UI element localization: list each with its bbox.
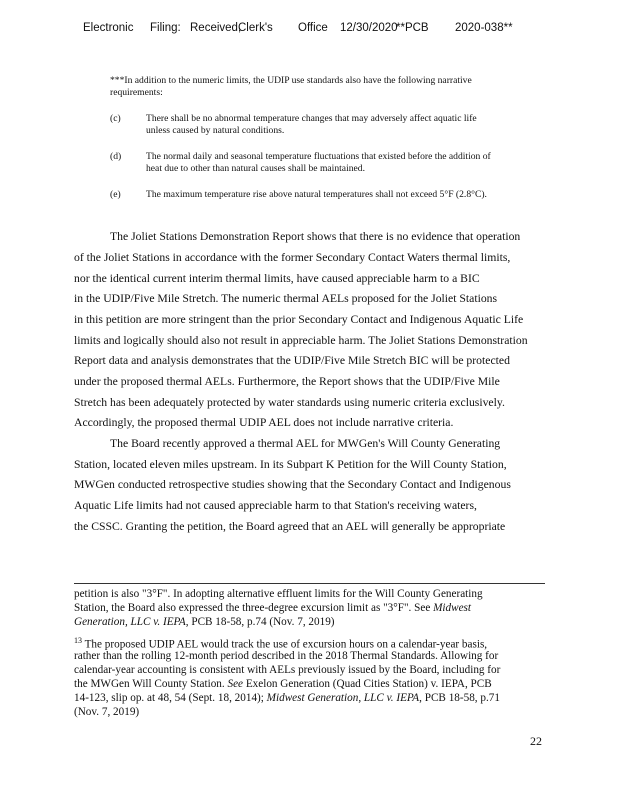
header-received: Received, (190, 22, 242, 34)
body-line: Station, located eleven miles upstream. In its Subpart K Petition for the Will County Station, (74, 458, 507, 471)
note-item-label: (e) (110, 189, 121, 200)
body-line: under the proposed thermal AELs. Furthermore, the Report shows that the UDIP/Five Mile (74, 375, 500, 388)
note-item-text: unless caused by natural conditions. (146, 125, 285, 136)
body-line: Accordingly, the proposed thermal UDIP AEL does not include narrative criteria. (74, 416, 454, 429)
body-line: MWGen conducted retrospective studies showing that the Secondary Contact and Indigenous (74, 478, 511, 491)
note-item-text: The maximum temperature rise above natural temperatures shall not exceed 5°F (2.8°C). (146, 189, 487, 200)
header-clerks: Clerk's (238, 22, 273, 34)
footnote-13-line: the MWGen Will County Station. See Exelon Generation (Quad Cities Station) v. IEPA, PCB (74, 678, 492, 690)
body-line: in this petition are more stringent than the prior Secondary Contact and Indigenous Aquatic Life (74, 313, 524, 326)
page-number: 22 (530, 734, 542, 748)
body-line: of the Joliet Stations in accordance with the former Secondary Contact Waters thermal limits, (74, 251, 511, 264)
body-line: the CSSC. Granting the petition, the Board agreed that an AEL will generally be appropriate (74, 520, 506, 533)
footnote-13-line: (Nov. 7, 2019) (74, 706, 140, 718)
footnote-line: Generation, LLC v. IEPA, PCB 18-58, p.74 (Nov. 7, 2019) (74, 616, 335, 628)
note-item-text: There shall be no abnormal temperature changes that may adversely affect aquatic life (146, 113, 477, 124)
note-item-label: (c) (110, 113, 121, 124)
body-line: limits and logically should also not result in appreciable harm. The Joliet Stations Demonstration (74, 334, 528, 347)
footnote-13-line: 14-123, slip op. at 48, 54 (Sept. 18, 2014); Midwest Generation, LLC v. IEPA, PCB 18-58, p.71 (74, 692, 500, 704)
body-line: nor the identical current interim thermal limits, have caused appreciable harm to a BIC (74, 272, 480, 285)
footnote-13-line: rather than the rolling 12-month period described in the 2018 Thermal Standards. Allowing for (74, 650, 499, 662)
note-item-label: (d) (110, 151, 122, 162)
header-docket: 2020-038** (455, 22, 513, 34)
footnote-line: Station, the Board also expressed the three-degree excursion limit as "3°F". See Midwest (74, 602, 472, 614)
note-intro-line1: ***In addition to the numeric limits, the UDIP use standards also have the following narrative (110, 75, 472, 86)
header-electronic: Electronic (83, 22, 134, 34)
body-line: The Board recently approved a thermal AEL for MWGen's Will County Generating (110, 437, 501, 450)
header-date: 12/30/2020 (340, 22, 398, 34)
footnote-number: 13 (74, 636, 82, 645)
body-line: Aquatic Life limits had not caused appreciable harm to that Station's receiving waters, (74, 499, 477, 512)
filing-header (0, 22, 618, 38)
header-office: Office (298, 22, 328, 34)
footnote-line: petition is also "3°F". In adopting alternative effluent limits for the Will County Generating (74, 588, 483, 600)
footnote-13-line: $^{13}$ The proposed UDIP AEL would track the use of excursion hours on a calendar-year basis, (74, 636, 488, 651)
body-line: Report data and analysis demonstrates that the UDIP/Five Mile Stretch BIC will be protected (74, 354, 510, 367)
body-line: in the UDIP/Five Mile Stretch. The numeric thermal AELs proposed for the Joliet Stations (74, 292, 498, 305)
footnote-divider (74, 583, 545, 584)
note-item-text: heat due to other than natural causes shall be maintained. (146, 163, 365, 174)
body-line: Stretch has been adequately protected by water standards using numeric criteria exclusively. (74, 396, 505, 409)
footnote-13-line: calendar-year accounting is consistent with AELs previously issued by the Board, including for (74, 664, 501, 676)
note-item-text: The normal daily and seasonal temperature fluctuations that existed before the addition of (146, 151, 491, 162)
body-line: The Joliet Stations Demonstration Report shows that there is no evidence that operation (110, 230, 521, 243)
header-filing: Filing: (150, 22, 181, 34)
note-intro-line2: requirements: (110, 87, 163, 98)
header-pcb: **PCB (396, 22, 429, 34)
